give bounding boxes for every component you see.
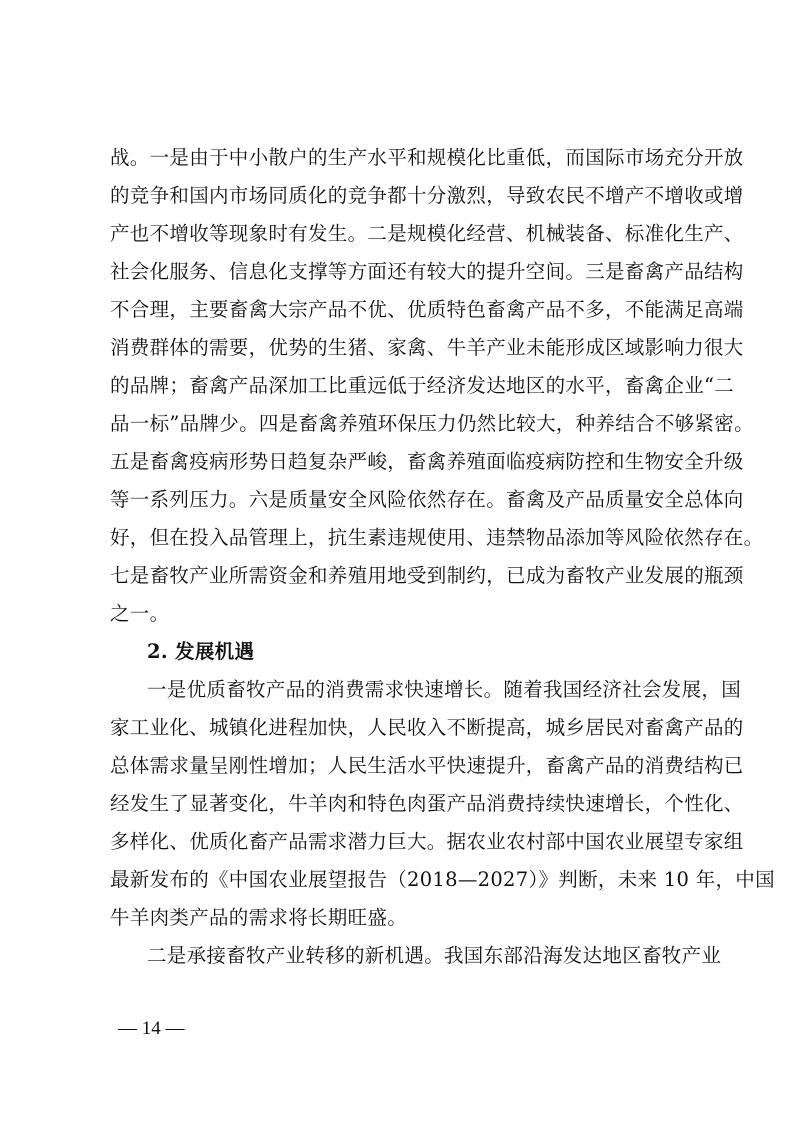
paragraph-line: 最新发布的《中国农业展望报告（2018—2027）》判断，未来 10 年，中国 xyxy=(110,868,775,891)
paragraph-line: 好，但在投入品管理上，抗生素违规使用、违禁物品添加等风险依然存在。 xyxy=(110,526,764,549)
paragraph-line: 一是优质畜牧产品的消费需求快速增长。随着我国经济社会发展，国 xyxy=(147,678,742,701)
paragraph-line: 经发生了显著变化，牛羊肉和特色肉蛋产品消费持续快速增长，个性化、 xyxy=(110,792,744,815)
paragraph-line: 五是畜禽疫病形势日趋复杂严峻，畜禽养殖面临疫病防控和生物安全升级 xyxy=(110,450,744,473)
paragraph-line: 产也不增收等现象时有发生。二是规模化经营、机械装备、标准化生产、 xyxy=(110,222,744,245)
paragraph-line: 的竞争和国内市场同质化的竞争都十分激烈，导致农民不增产不增收或增 xyxy=(110,184,744,207)
paragraph-line: 战。一是由于中小散户的生产水平和规模化比重低，而国际市场充分开放 xyxy=(110,146,744,169)
paragraph-line: 社会化服务、信息化支撑等方面还有较大的提升空间。三是畜禽产品结构 xyxy=(110,260,744,283)
page-number: — 14 — xyxy=(118,1018,185,1039)
paragraph-line: 的品牌；畜禽产品深加工比重远低于经济发达地区的水平，畜禽企业“二 xyxy=(110,374,735,397)
paragraph-line: 家工业化、城镇化进程加快，人民收入不断提高，城乡居民对畜禽产品的 xyxy=(110,716,744,739)
paragraph-line: 之一。 xyxy=(110,602,170,625)
paragraph-line: 等一系列压力。六是质量安全风险依然存在。畜禽及产品质量安全总体向 xyxy=(110,488,744,511)
paragraph-line: 消费群体的需要，优势的生猪、家禽、牛羊产业未能形成区域影响力很大 xyxy=(110,336,744,359)
paragraph-line: 牛羊肉类产品的需求将长期旺盛。 xyxy=(110,906,408,929)
paragraph-line: 不合理，主要畜禽大宗产品不优、优质特色畜禽产品不多，不能满足高端 xyxy=(110,298,744,321)
paragraph-line: 七是畜牧产业所需资金和养殖用地受到制约，已成为畜牧产业发展的瓶颈 xyxy=(110,564,744,587)
paragraph-line: 多样化、优质化畜产品需求潜力巨大。据农业农村部中国农业展望专家组 xyxy=(110,830,744,853)
paragraph-line: 品一标”品牌少。四是畜禽养殖环保压力仍然比较大，种养结合不够紧密。 xyxy=(110,412,754,435)
section-heading: 2. 发展机遇 xyxy=(147,640,255,663)
paragraph-line: 二是承接畜牧产业转移的新机遇。我国东部沿海发达地区畜牧产业 xyxy=(147,944,722,967)
paragraph-line: 总体需求量呈刚性增加；人民生活水平快速提升，畜禽产品的消费结构已 xyxy=(110,754,744,777)
